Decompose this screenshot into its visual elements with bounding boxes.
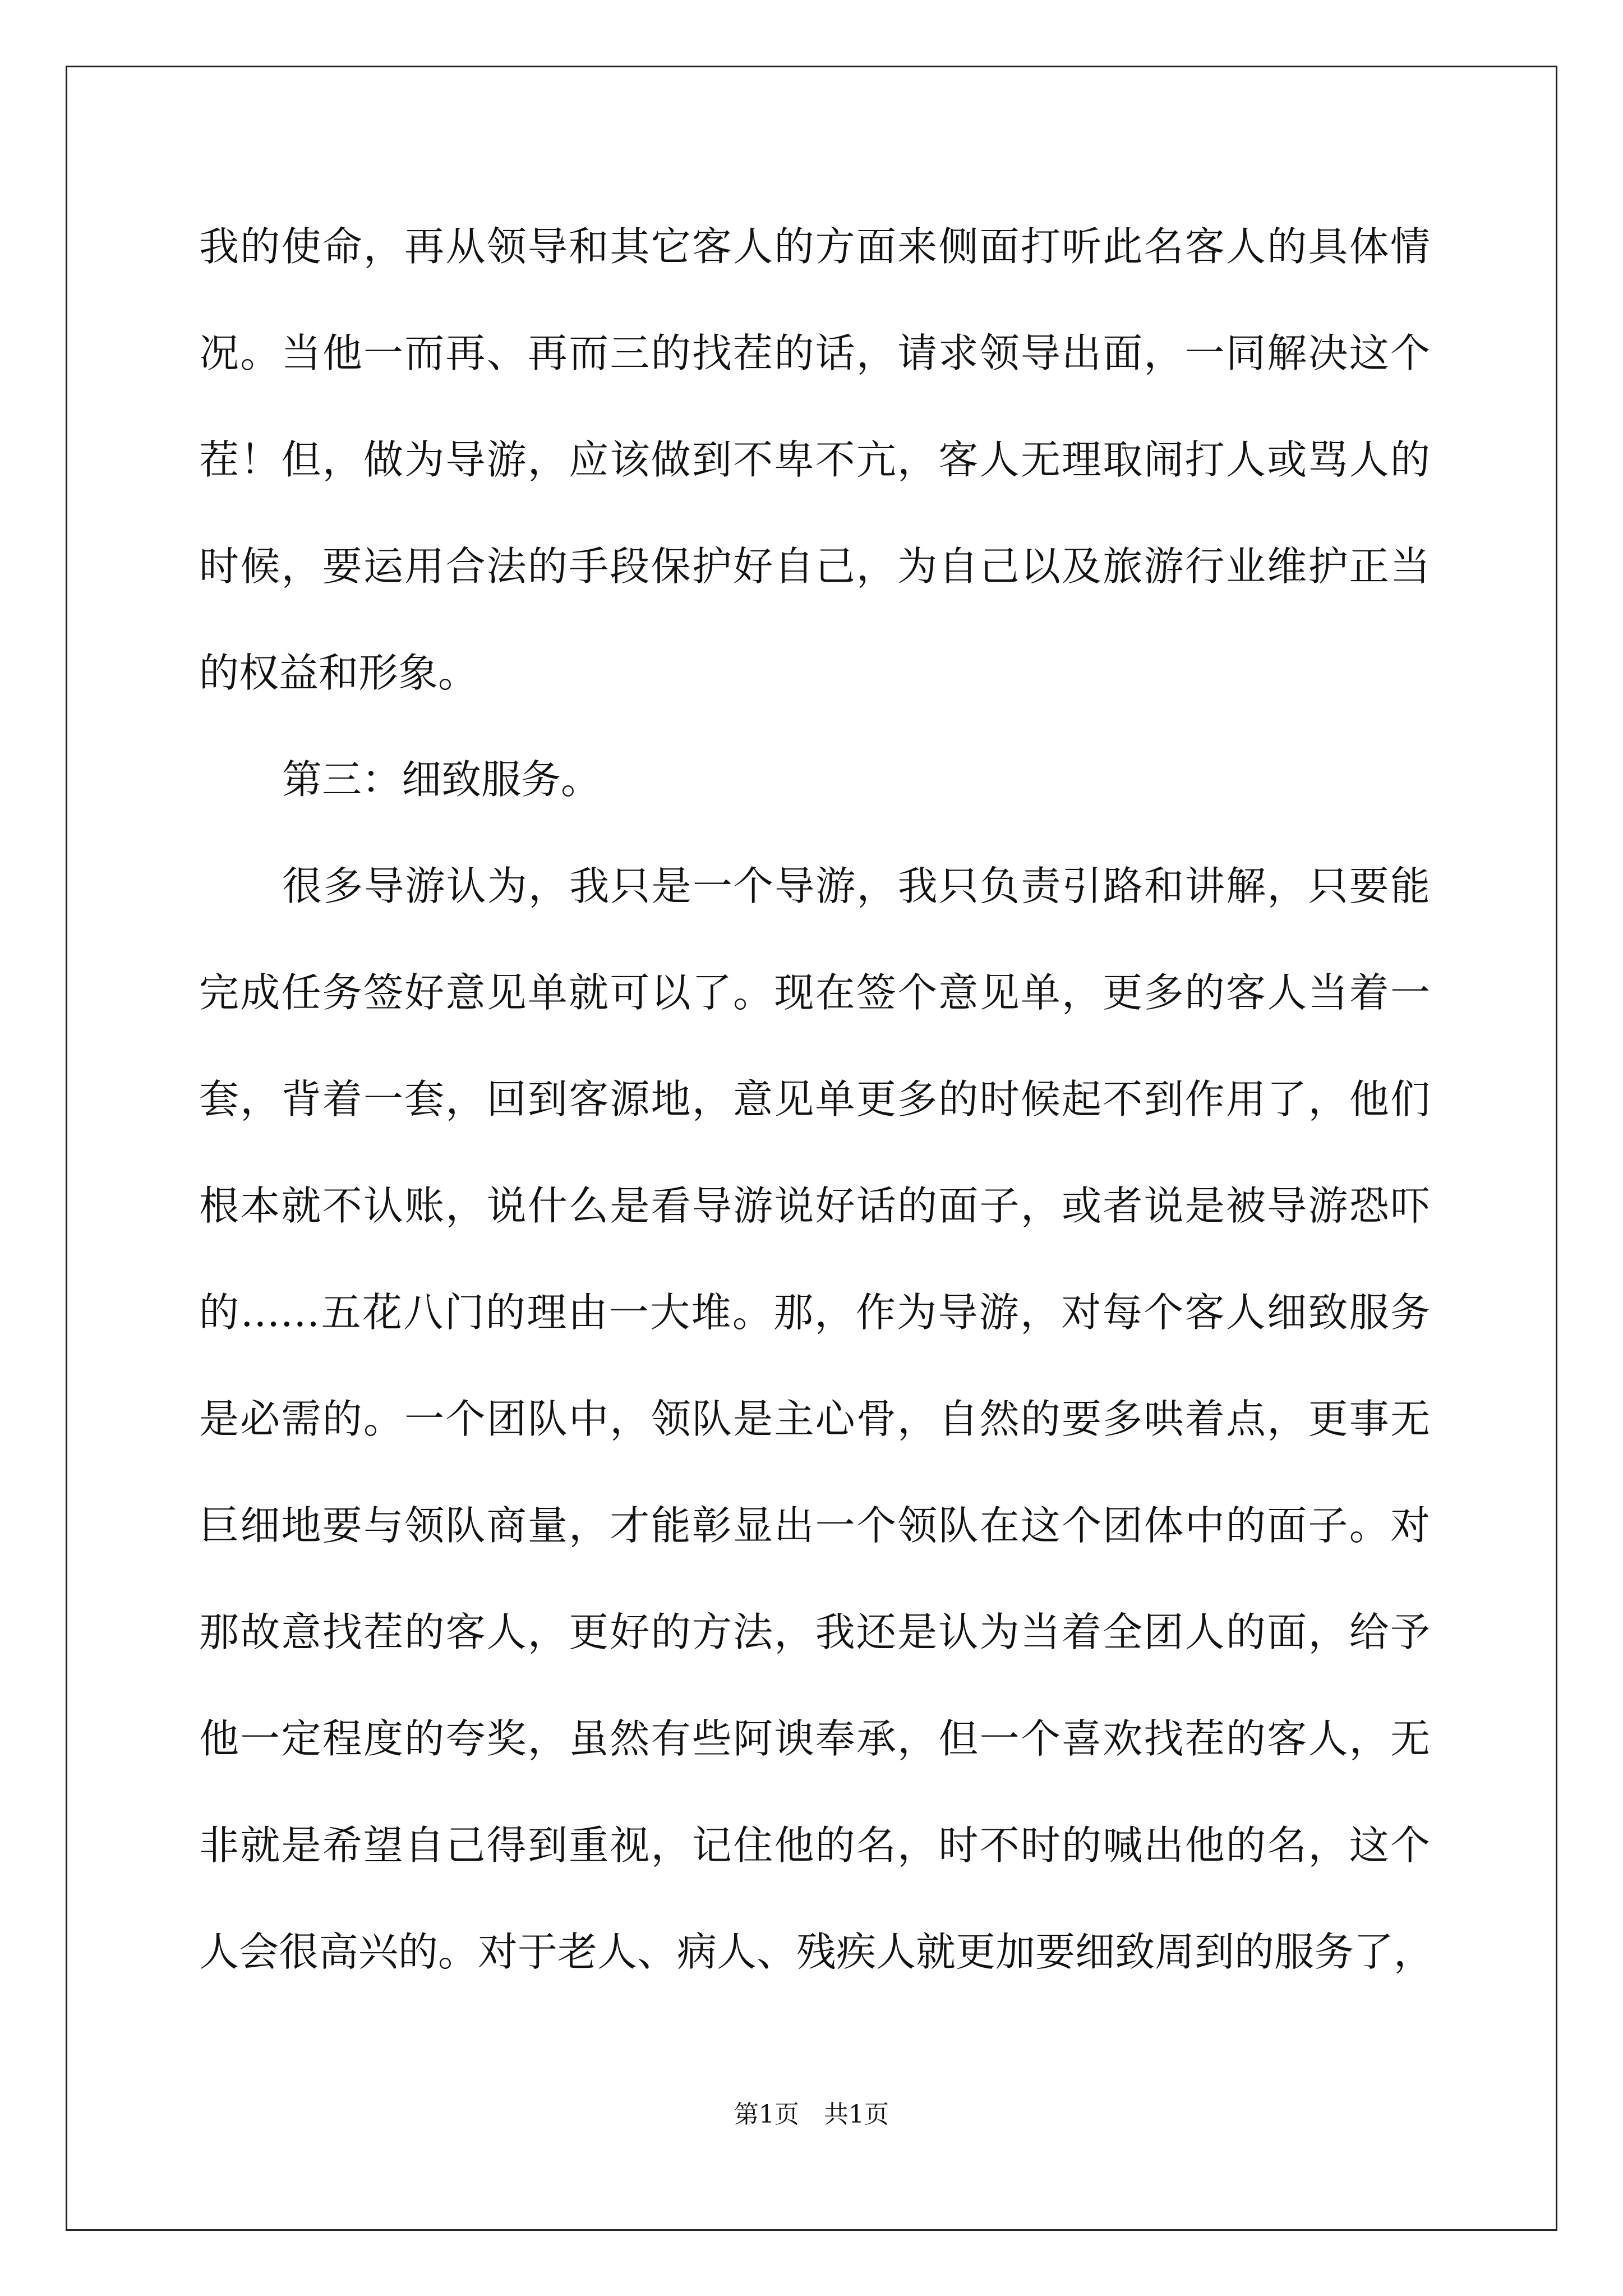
page-footer: 第1页 共1页 bbox=[734, 2100, 889, 2129]
text-line: 非就是希望自己得到重视，记住他的名，时不时的喊出他的名，这个 bbox=[199, 1822, 1430, 1869]
text-line: 是必需的。一个团队中，领队是主心骨，自然的要多哄着点，更事无 bbox=[199, 1396, 1430, 1442]
text-line: 第三：细致服务。 bbox=[282, 756, 601, 803]
body-text bbox=[199, 219, 1434, 2031]
text-line: 巨细地要与领队商量，才能彰显出一个领队在这个团体中的面子。对 bbox=[199, 1502, 1430, 1549]
text-line: 我的使命，再从领导和其它客人的方面来侧面打听此名客人的具体情 bbox=[199, 223, 1430, 270]
text-line: 茬！但，做为导游，应该做到不卑不亢，客人无理取闹打人或骂人的 bbox=[199, 436, 1430, 483]
text-line: 完成任务签好意见单就可以了。现在签个意见单，更多的客人当着一 bbox=[199, 969, 1430, 1016]
text-line: 的……五花八门的理由一大堆。那，作为导游，对每个客人细致服务 bbox=[199, 1289, 1430, 1336]
text-line: 的权益和形象。 bbox=[199, 650, 478, 696]
text-line: 况。当他一而再、再而三的找茬的话，请求领导出面，一同解决这个 bbox=[199, 330, 1430, 376]
text-line: 根本就不认账，说什么是看导游说好话的面子，或者说是被导游恐吓 bbox=[199, 1182, 1430, 1229]
text-line: 人会很高兴的。对于老人、病人、残疾人就更加要细致周到的服务了， bbox=[199, 1929, 1434, 1975]
text-line: 套，背着一套，回到客源地，意见单更多的时候起不到作用了，他们 bbox=[199, 1076, 1430, 1122]
text-line: 很多导游认为，我只是一个导游，我只负责引路和讲解，只要能 bbox=[282, 863, 1430, 909]
text-line: 他一定程度的夸奖，虽然有些阿谀奉承，但一个喜欢找茬的客人，无 bbox=[199, 1715, 1430, 1762]
text-line: 时候，要运用合法的手段保护好自己，为自己以及旅游行业维护正当 bbox=[199, 543, 1430, 590]
text-line: 那故意找茬的客人，更好的方法，我还是认为当着全团人的面，给予 bbox=[199, 1609, 1430, 1655]
